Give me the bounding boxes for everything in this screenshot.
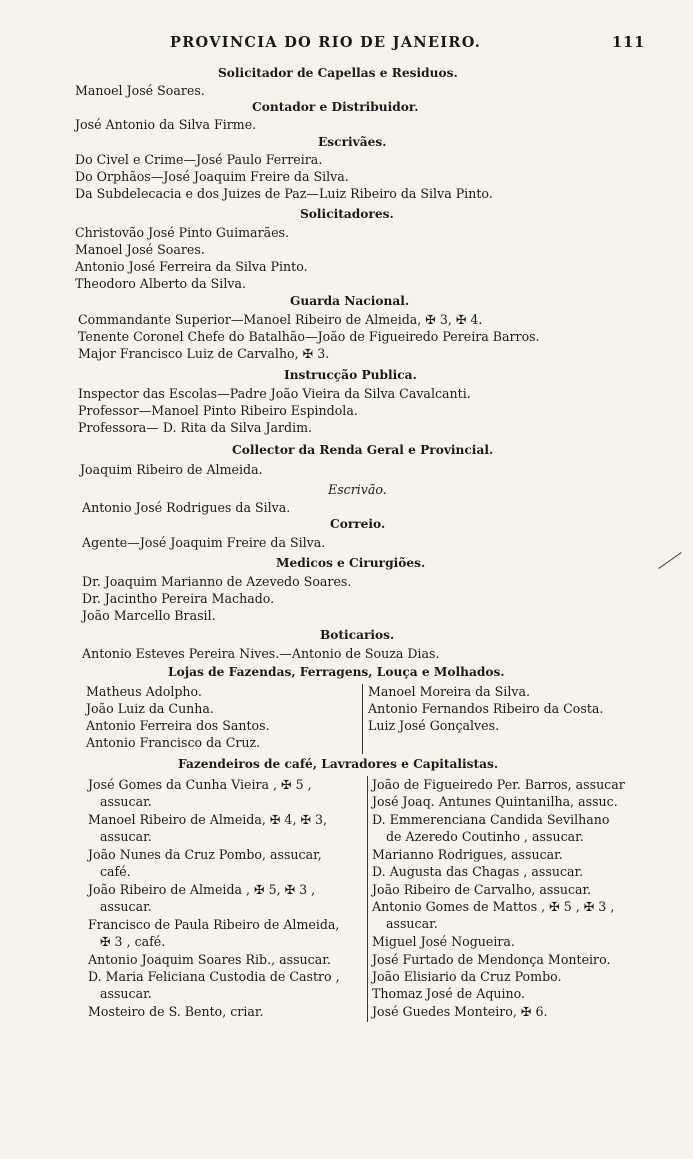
page-number: 111 [612, 34, 646, 51]
left-column-entry: Antonio Francisco da Cruz. [86, 735, 261, 750]
section-heading-solicitadores: Solicitadores. [300, 207, 394, 221]
left-column-entry: assucar. [100, 986, 152, 1001]
entry-line: Da Subdelecacia e dos Juizes de Paz—Luiz Ribeiro da Silva Pinto. [75, 186, 493, 201]
right-column-entry: Marianno Rodrigues, assucar. [372, 847, 563, 862]
entry-line: Do Orphãos—José Joaquim Freire da Silva. [75, 169, 349, 184]
left-column-entry: ✠ 3 , café. [100, 934, 166, 949]
right-column-entry: D. Emmerenciana Candida Sevilhano [372, 812, 610, 827]
left-column-entry: João Nunes da Cruz Pombo, assucar, [88, 847, 322, 862]
entry-line: Professora— D. Rita da Silva Jardim. [78, 420, 313, 435]
entry-line: Theodoro Alberto da Silva. [75, 276, 246, 291]
right-column-entry: Luiz José Gonçalves. [368, 718, 500, 733]
right-column-entry: Antonio Gomes de Mattos , ✠ 5 , ✠ 3 , [372, 899, 615, 914]
right-column-entry: Manoel Moreira da Silva. [368, 684, 530, 699]
section-heading-contador: Contador e Distribuidor. [252, 100, 419, 114]
entry-line: Manoel José Soares. [75, 83, 205, 98]
section-heading-guarda-nacional: Guarda Nacional. [290, 294, 410, 308]
entry-line: Manoel José Soares. [75, 242, 205, 257]
left-column-entry: Mosteiro de S. Bento, criar. [88, 1004, 264, 1019]
entry-line: Professor—Manoel Pinto Ribeiro Espindola. [78, 403, 358, 418]
right-column-entry: de Azeredo Coutinho , assucar. [386, 829, 584, 844]
right-column-entry: João Ribeiro de Carvalho, assucar. [372, 882, 592, 897]
entry-line: Antonio Esteves Pereira Nives.—Antonio de Souza Dias. [82, 646, 440, 661]
entry-line: Do Civel e Crime—José Paulo Ferreira. [75, 152, 323, 167]
entry-line: Agente—José Joaquim Freire da Silva. [82, 535, 326, 550]
entry-line: Tenente Coronel Chefe do Batalhão—João de Figueiredo Pereira Barros. [78, 329, 540, 344]
entry-line: Dr. Joaquim Marianno de Azevedo Soares. [82, 574, 352, 589]
entry-line: Joaquim Ribeiro de Almeida. [80, 462, 263, 477]
right-column-entry: João Elisiario da Cruz Pombo. [372, 969, 562, 984]
entry-line: José Antonio da Silva Firme. [75, 117, 257, 132]
entry-line: Major Francisco Luiz de Carvalho, ✠ 3. [78, 346, 330, 361]
section-heading-collector: Collector da Renda Geral e Provincial. [232, 443, 494, 457]
right-column-entry: assucar. [386, 916, 438, 931]
section-heading-fazendeiros: Fazendeiros de café, Lavradores e Capitalistas. [178, 757, 499, 771]
right-column-entry: João de Figueiredo Per. Barros, assucar [372, 777, 625, 792]
left-column-entry: café. [100, 864, 131, 879]
margin-pencil-mark [658, 552, 682, 569]
right-column-entry: Antonio Fernandos Ribeiro da Costa. [368, 701, 604, 716]
section-heading-lojas: Lojas de Fazendas, Ferragens, Louça e Molhados. [168, 665, 505, 679]
left-column-entry: Francisco de Paula Ribeiro de Almeida, [88, 917, 340, 932]
left-column-entry: Antonio Ferreira dos Santos. [86, 718, 270, 733]
entry-line: Antonio José Rodrigues da Silva. [82, 500, 291, 515]
section-heading-escrivaes: Escrivães. [318, 135, 387, 149]
column-divider [362, 684, 363, 754]
left-column-entry: assucar. [100, 899, 152, 914]
right-column-entry: D. Augusta das Chagas , assucar. [372, 864, 584, 879]
entry-line: Antonio José Ferreira da Silva Pinto. [75, 259, 308, 274]
right-column-entry: Miguel José Nogueira. [372, 934, 515, 949]
section-heading-solicitador-capellas: Solicitador de Capellas e Residuos. [218, 66, 458, 80]
entry-line: Dr. Jacintho Pereira Machado. [82, 591, 275, 606]
left-column-entry: João Luiz da Cunha. [86, 701, 214, 716]
section-heading-medicos: Medicos e Cirurgiões. [276, 556, 426, 570]
column-divider [367, 776, 368, 1022]
left-column-entry: José Gomes da Cunha Vieira , ✠ 5 , [88, 777, 312, 792]
subheading-escrivao: Escrivão. [328, 482, 387, 497]
right-column-entry: José Furtado de Mendonça Monteiro. [372, 952, 611, 967]
section-heading-correio: Correio. [330, 517, 386, 531]
right-column-entry: José Joaq. Antunes Quintanilha, assuc. [372, 794, 618, 809]
left-column-entry: D. Maria Feliciana Custodia de Castro , [88, 969, 340, 984]
left-column-entry: João Ribeiro de Almeida , ✠ 5, ✠ 3 , [88, 882, 316, 897]
left-column-entry: assucar. [100, 794, 152, 809]
left-column-entry: Matheus Adolpho. [86, 684, 202, 699]
entry-line: João Marcello Brasil. [82, 608, 216, 623]
left-column-entry: Manoel Ribeiro de Almeida, ✠ 4, ✠ 3, [88, 812, 328, 827]
entry-line: Inspector das Escolas—Padre João Vieira da Silva Cavalcanti. [78, 386, 471, 401]
left-column-entry: Antonio Joaquim Soares Rib., assucar. [88, 952, 331, 967]
page-title: PROVINCIA DO RIO DE JANEIRO. [170, 34, 482, 51]
entry-line: Christovão José Pinto Guimarães. [75, 225, 290, 240]
entry-line: Commandante Superior—Manoel Ribeiro de Almeida, ✠ 3, ✠ 4. [78, 312, 483, 327]
left-column-entry: assucar. [100, 829, 152, 844]
right-column-entry: Thomaz José de Aquino. [372, 986, 526, 1001]
section-heading-boticarios: Boticarios. [320, 628, 395, 642]
running-header [0, 34, 693, 54]
right-column-entry: José Guedes Monteiro, ✠ 6. [372, 1004, 548, 1019]
section-heading-instruccao-publica: Instrucção Publica. [284, 368, 417, 382]
